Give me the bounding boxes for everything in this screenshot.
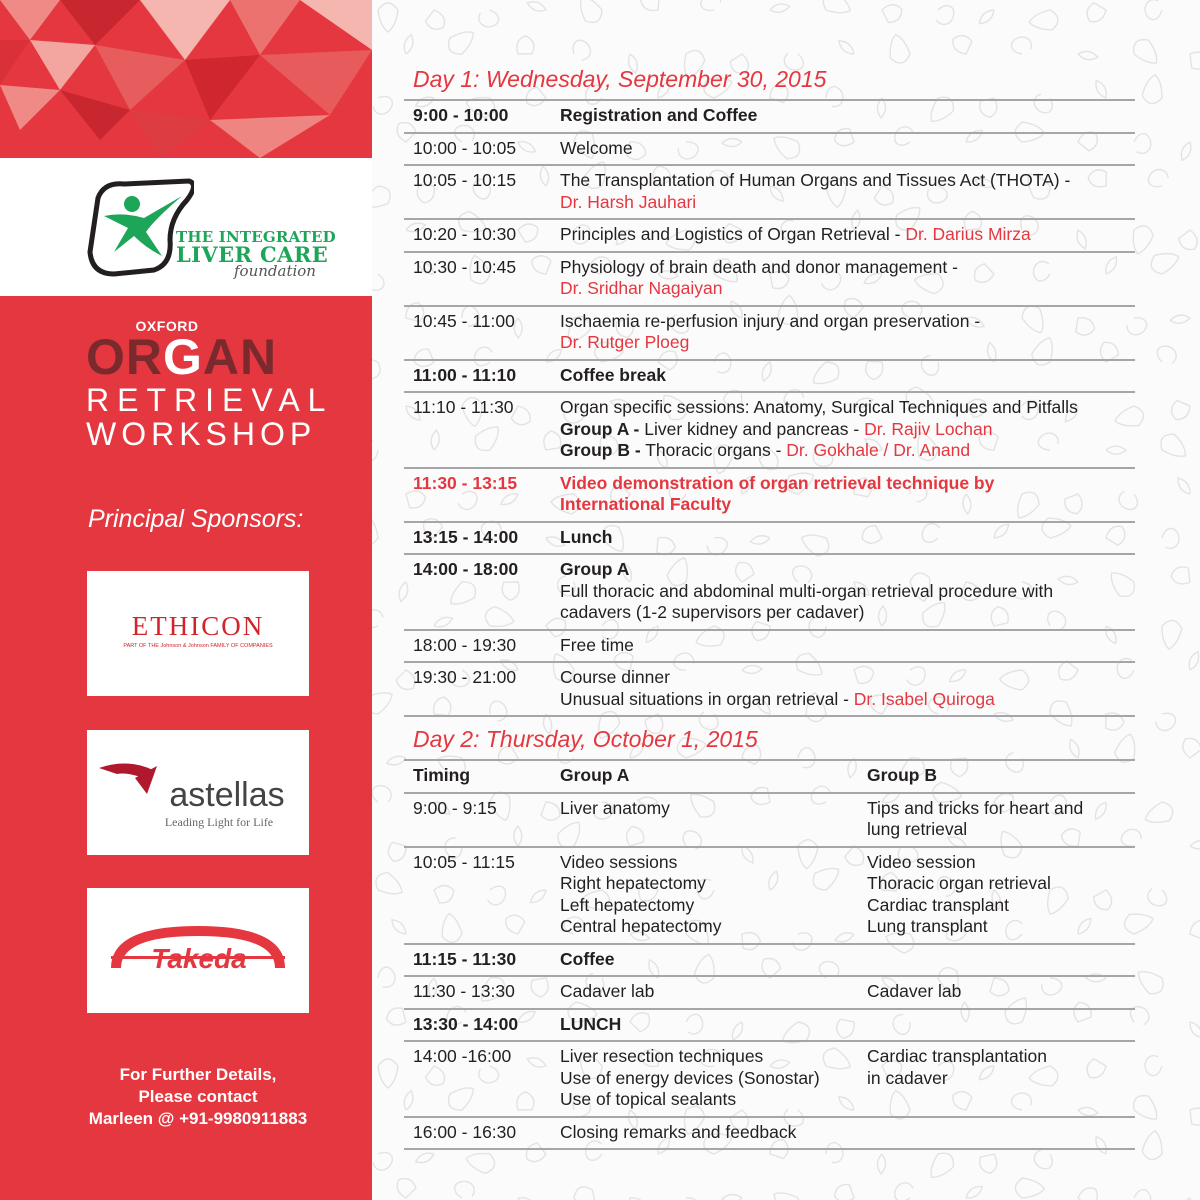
day2-schedule-table	[404, 759, 1135, 1150]
row-content	[551, 306, 1135, 360]
organ-doodle-icon	[526, 0, 548, 14]
organ-doodle-icon	[1009, 33, 1034, 56]
organ-doodle-icon	[402, 34, 415, 55]
day2-title: Day 2: Thursday, October 1, 2015	[413, 726, 758, 752]
group-b-line: Lung transplant	[867, 916, 988, 936]
row-time: 11:10 - 11:30	[404, 392, 551, 468]
group-a-line: Liver resection techniques	[560, 1046, 764, 1066]
sponsors-title: Principal Sponsors:	[88, 505, 304, 533]
speaker-name: Dr. Harsh Jauhari	[560, 191, 697, 212]
organ-doodle-icon	[949, 32, 972, 55]
organ-doodle-icon	[1156, 430, 1191, 464]
organ-doodle-icon	[424, 9, 449, 33]
organ-doodle-icon	[573, 0, 605, 27]
speaker-name: Dr. Rajiv Lochan	[864, 418, 993, 439]
group-a-line: LUNCH	[560, 1013, 622, 1034]
organ-doodle-icon	[640, 0, 659, 11]
speaker-name: Dr. Rutger Ploeg	[560, 332, 690, 352]
day1-title: Day 1: Wednesday, September 30, 2015	[413, 66, 827, 92]
organ-doodle-icon	[444, 25, 479, 59]
row-time: 14:00 -16:00	[404, 1041, 551, 1117]
group-b-line: lung retrieval	[867, 819, 968, 839]
row-line-3: cadavers (1-2 supervisors per cadaver)	[560, 602, 865, 622]
organ-doodle-icon	[1190, 840, 1200, 850]
organ-doodle-icon	[698, 0, 723, 14]
organ-doodle-icon	[1145, 166, 1170, 191]
row-time: 10:20 - 10:30	[404, 219, 551, 252]
ethicon-wordmark: ETHICON	[131, 611, 265, 641]
row-content	[551, 554, 1135, 630]
organ-doodle-icon	[571, 1183, 601, 1200]
row-line-2-wrap	[560, 689, 1127, 711]
speaker-name: Dr. Isabel Quiroga	[853, 688, 995, 709]
organ-doodle-icon	[372, 1149, 395, 1174]
row-line-2: Full thoracic and abdominal multi-organ retrieval procedure with	[560, 580, 1054, 601]
geometric-banner	[0, 0, 372, 158]
table-row	[404, 165, 1135, 219]
group-b-line: Cardiac transplantation	[867, 1046, 1047, 1066]
group-b-cell	[858, 1041, 1135, 1117]
group-a-cell	[551, 1009, 858, 1042]
organ-doodle-icon	[1141, 73, 1165, 105]
organ-doodle-icon	[1178, 734, 1200, 759]
organ-doodle-icon	[1159, 619, 1183, 651]
row-title: Free time	[551, 630, 1135, 663]
organ-doodle-icon	[378, 3, 398, 32]
group-b-line: Tips and tricks for heart and	[867, 797, 1084, 818]
organ-doodle-icon	[372, 93, 395, 118]
row-line-2: Unusual situations in organ retrieval -	[560, 688, 854, 709]
group-b-cell	[858, 976, 1135, 1009]
group-b-cell	[858, 793, 1135, 847]
organ-doodle-icon	[877, 1154, 886, 1174]
contact-line-1: For Further Details,	[119, 1065, 277, 1084]
row-content	[551, 662, 1135, 716]
table-row	[404, 522, 1135, 555]
organ-doodle-icon	[477, 8, 500, 29]
organ-doodle-icon	[676, 1194, 701, 1200]
organ-title-g: G	[163, 329, 203, 385]
group-b-line: Cadaver lab	[867, 981, 962, 1001]
organ-title	[86, 328, 277, 386]
organ-doodle-icon	[1187, 1020, 1200, 1041]
row-title: The Transplantation of Human Organs and Tissues Act (THOTA) -	[560, 170, 1071, 190]
table-row	[404, 1117, 1135, 1150]
group-a-cell	[551, 944, 858, 977]
table-row	[404, 630, 1135, 663]
group-a-line: Video sessions	[560, 851, 678, 872]
organ-doodle-icon	[1142, 0, 1164, 22]
row-title: Welcome	[551, 133, 1135, 166]
table-row	[404, 360, 1135, 393]
organ-doodle-icon	[1170, 566, 1190, 585]
table-row	[404, 976, 1135, 1009]
group-a-text: Liver kidney and pancreas -	[639, 418, 865, 439]
organ-doodle-icon	[375, 965, 399, 990]
header-group-a: Group A	[551, 760, 858, 793]
table-row	[404, 468, 1135, 522]
group-b-label: Group B -	[560, 440, 641, 460]
group-a-line: Use of topical sealants	[560, 1089, 737, 1109]
group-a-line: Liver anatomy	[560, 797, 670, 818]
sponsor-takeda	[87, 888, 309, 1013]
group-b-cell	[858, 847, 1135, 944]
group-b-line: Thoracic organ retrieval	[867, 873, 1051, 893]
row-content	[551, 252, 1135, 306]
organ-title-a: OR	[86, 329, 163, 385]
row-title: Ischaemia re-perfusion injury and organ preservation -	[560, 310, 981, 331]
organ-title-c: AN	[202, 329, 278, 385]
organ-doodle-icon	[569, 37, 594, 61]
row-title-2: International Faculty	[560, 494, 732, 514]
row-time: 13:15 - 14:00	[404, 522, 551, 555]
group-a-line: Closing remarks and feedback	[560, 1121, 797, 1142]
organ-doodle-icon	[372, 686, 397, 718]
row-time: 11:30 - 13:15	[404, 468, 551, 522]
organ-doodle-icon	[1154, 709, 1179, 734]
organ-doodle-icon	[722, 1194, 742, 1200]
organ-doodle-icon	[924, 1149, 958, 1184]
oxford-label: OXFORD	[135, 318, 199, 334]
organ-doodle-icon	[1141, 1129, 1165, 1161]
organ-doodle-icon	[1133, 132, 1153, 155]
row-time: 14:00 - 18:00	[404, 554, 551, 630]
contact-line-2: Please contact	[138, 1087, 258, 1106]
organ-doodle-icon	[1186, 650, 1200, 672]
row-time: 9:00 - 10:00	[404, 100, 551, 133]
group-a-line: Use of energy devices (Sonostar)	[560, 1067, 820, 1088]
group-a-cell	[551, 976, 858, 1009]
organ-doodle-icon	[1077, 50, 1098, 61]
table-row	[404, 662, 1135, 716]
group-b-text: Thoracic organs -	[640, 440, 787, 460]
group-b-line: Cardiac transplant	[867, 894, 1010, 915]
organ-doodle-icon	[1147, 888, 1168, 907]
row-title: Group A	[560, 559, 630, 579]
day1-schedule-table	[404, 99, 1135, 717]
ethicon-logo	[87, 571, 309, 696]
table-row	[404, 554, 1135, 630]
row-title: Organ specific sessions: Anatomy, Surgical Techniques and Pitfalls	[560, 397, 1078, 417]
group-b-line: in cadaver	[867, 1067, 948, 1088]
speaker-name: Dr. Sridhar Nagaiyan	[560, 278, 723, 298]
organ-doodle-icon	[1028, 9, 1059, 32]
row-title: Course dinner	[560, 667, 670, 687]
group-b-line: Video session	[867, 851, 976, 872]
group-a-cell	[551, 1117, 858, 1150]
row-time: 16:00 - 16:30	[404, 1117, 551, 1150]
row-title: Video demonstration of organ retrieval technique by	[560, 472, 995, 493]
row-title: Registration and Coffee	[551, 100, 1135, 133]
header-timing: Timing	[404, 760, 551, 793]
group-a-label: Group A -	[560, 418, 640, 439]
workshop-title: WORKSHOP	[86, 416, 317, 452]
organ-doodle-icon	[832, 1183, 855, 1200]
organ-doodle-icon	[977, 7, 997, 26]
group-a-cell	[551, 1041, 858, 1117]
organ-doodle-icon	[1160, 526, 1182, 550]
speaker-name: Dr. Gokhale / Dr. Anand	[786, 440, 971, 460]
organ-doodle-icon	[378, 1059, 398, 1088]
organ-doodle-icon	[1190, 51, 1200, 70]
ilc-line1: THE INTEGRATED	[176, 228, 336, 246]
row-content	[551, 165, 1135, 219]
organ-doodle-icon	[1179, 1196, 1194, 1200]
organ-doodle-icon	[1133, 1188, 1153, 1200]
organ-doodle-icon	[372, 786, 391, 802]
organ-doodle-icon	[517, 36, 534, 54]
row-content	[551, 468, 1135, 522]
group-b-line	[560, 440, 1127, 462]
organ-doodle-icon	[1156, 345, 1177, 364]
row-time: 11:30 - 13:30	[404, 976, 551, 1009]
organ-doodle-icon	[372, 439, 381, 464]
organ-doodle-icon	[1189, 917, 1200, 940]
astellas-wordmark: astellas	[169, 776, 285, 814]
organ-doodle-icon	[372, 516, 378, 545]
row-content	[551, 219, 1135, 252]
organ-doodle-icon	[1083, 2, 1107, 26]
header-group-b: Group B	[858, 760, 1135, 793]
group-a-line: Cadaver lab	[560, 981, 655, 1001]
organ-doodle-icon	[414, 1150, 436, 1165]
row-time: 19:30 - 21:00	[404, 662, 551, 716]
organ-doodle-icon	[1142, 1054, 1164, 1078]
group-a-line: Coffee	[560, 948, 615, 969]
organ-doodle-icon	[464, 1149, 497, 1175]
organ-doodle-icon	[1190, 1107, 1200, 1126]
left-panel	[0, 0, 372, 1200]
organ-doodle-icon	[769, 1186, 804, 1200]
organ-doodle-icon	[372, 351, 384, 383]
table-row	[404, 847, 1135, 944]
organ-doodle-icon	[372, 606, 385, 631]
takeda-logo	[87, 888, 309, 1013]
organ-doodle-icon	[384, 1007, 406, 1028]
group-b-cell	[858, 944, 1135, 977]
row-content	[551, 392, 1135, 468]
group-b-cell	[858, 1117, 1135, 1150]
organ-doodle-icon	[372, 183, 394, 215]
row-title: Lunch	[551, 522, 1135, 555]
organ-doodle-icon	[1031, 1149, 1055, 1172]
group-a-line: Left hepatectomy	[560, 894, 695, 915]
group-a-line: Central hepatectomy	[560, 916, 722, 936]
group-a-cell	[551, 847, 858, 944]
organ-doodle-icon	[936, 4, 955, 26]
organ-doodle-icon	[454, 1180, 475, 1199]
row-time: 10:45 - 11:00	[404, 306, 551, 360]
table-header-row	[404, 760, 1135, 793]
organ-doodle-icon	[1177, 229, 1200, 254]
organ-doodle-icon	[769, 2, 790, 14]
row-time: 13:30 - 14:00	[404, 1009, 551, 1042]
organ-doodle-icon	[820, 0, 855, 20]
organ-doodle-icon	[1148, 247, 1182, 276]
organ-doodle-icon	[886, 32, 912, 65]
table-row	[404, 793, 1135, 847]
sponsor-astellas	[87, 730, 309, 855]
row-title: Coffee break	[551, 360, 1135, 393]
ethicon-tagline: PART OF THE Johnson & Johnson FAMILY OF COMPANIES	[123, 643, 273, 649]
group-a-line	[560, 419, 1127, 441]
table-row	[404, 133, 1135, 166]
speaker-name: Dr. Darius Mirza	[905, 224, 1031, 244]
row-time: 11:00 - 11:10	[404, 360, 551, 393]
ilc-line2: LIVER CARE	[176, 242, 329, 267]
schedule-panel	[372, 0, 1200, 1200]
contact-line-3: Marleen @ +91-9980911883	[88, 1109, 308, 1128]
organ-doodle-icon	[1093, 79, 1110, 100]
astellas-logo	[87, 730, 309, 855]
organ-doodle-icon	[964, 1183, 985, 1200]
organ-doodle-icon	[1170, 314, 1191, 324]
row-time: 11:15 - 11:30	[404, 944, 551, 977]
row-time: 18:00 - 19:30	[404, 630, 551, 663]
table-row	[404, 252, 1135, 306]
row-time: 10:05 - 10:15	[404, 165, 551, 219]
table-row	[404, 944, 1135, 977]
table-row	[404, 100, 1135, 133]
organ-doodle-icon	[1168, 400, 1191, 423]
table-row	[404, 392, 1135, 468]
organ-doodle-icon	[893, 1180, 914, 1200]
table-row	[404, 1009, 1135, 1042]
organ-doodle-icon	[516, 1195, 537, 1200]
contact-info	[40, 1064, 356, 1130]
row-time: 9:00 - 9:15	[404, 793, 551, 847]
organ-doodle-icon	[836, 38, 856, 57]
organ-doodle-icon	[372, 274, 384, 290]
organ-doodle-icon	[1015, 1178, 1045, 1199]
row-time: 10:30 - 10:45	[404, 252, 551, 306]
astellas-tagline: Leading Light for Life	[164, 815, 274, 829]
organ-doodle-icon	[1129, 35, 1164, 70]
sponsor-ethicon	[87, 571, 309, 696]
organ-doodle-icon	[978, 1154, 999, 1175]
group-b-cell	[858, 1009, 1135, 1042]
row-title: Principles and Logistics of Organ Retrieval -	[560, 224, 901, 244]
table-row	[404, 306, 1135, 360]
organ-doodle-icon	[1067, 738, 1082, 760]
table-row	[404, 1041, 1135, 1117]
group-a-line: Right hepatectomy	[560, 873, 706, 893]
organ-doodle-icon	[1179, 140, 1194, 162]
organ-doodle-icon	[1175, 476, 1193, 497]
ilc-line3: foundation	[234, 262, 316, 280]
organ-doodle-icon	[1132, 964, 1167, 998]
row-title: Physiology of brain death and donor management -	[560, 256, 958, 277]
group-a-cell	[551, 793, 858, 847]
organ-doodle-icon	[372, 869, 407, 901]
ilc-logo	[0, 158, 372, 296]
takeda-wordmark: Takeda	[151, 943, 247, 974]
organ-doodle-icon	[393, 1174, 418, 1199]
table-row	[404, 219, 1135, 252]
organ-doodle-icon	[882, 1, 906, 24]
retrieval-title: RETRIEVAL	[86, 382, 334, 418]
row-time: 10:05 - 11:15	[404, 847, 551, 944]
organ-doodle-icon	[1077, 1183, 1102, 1200]
organ-doodle-icon	[1142, 799, 1176, 828]
row-time: 10:00 - 10:05	[404, 133, 551, 166]
